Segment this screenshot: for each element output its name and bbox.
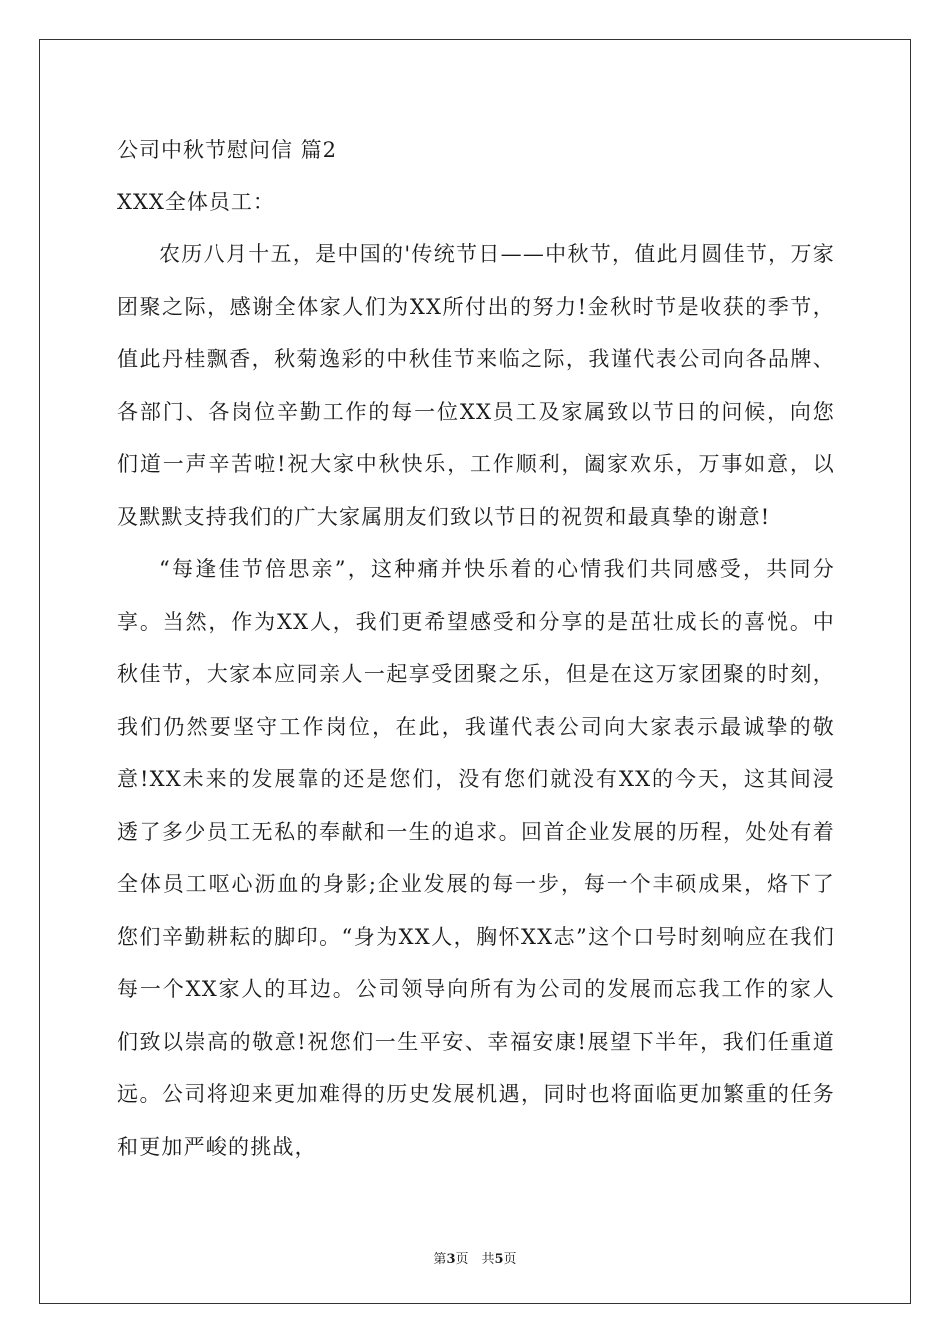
footer-mid: 页 共 xyxy=(455,1252,495,1267)
total-page-number: 5 xyxy=(494,1252,504,1267)
document-title: 公司中秋节慰问信 篇2 xyxy=(117,138,338,162)
page-footer xyxy=(0,1248,950,1267)
paragraph-1: 农历八月十五，是中国的'传统节日——中秋节，值此月圆佳节，万家团聚之际，感谢全体家人们为XX所付出的努力!金秋时节是收获的季节，值此丹桂飘香，秋菊逸彩的中秋佳节来临之际，我谨代表公司向各品牌、各部门、各岗位辛勤工作的每一位XX员工及家属致以节日的问候，向您们道一声辛苦啦!祝大家中秋快乐，工作顺利，阖家欢乐，万事如意，以及默默支持我们的广大家属朋友们致以节日的祝贺和最真挚的谢意! xyxy=(117,242,835,529)
salutation: XXX全体员工： xyxy=(117,190,275,214)
footer-prefix: 第 xyxy=(433,1252,447,1267)
paragraph-2: “每逢佳节倍思亲”，这种痛并快乐着的心情我们共同感受，共同分享。当然，作为XX人，我们更希望感受和分享的是茁壮成长的喜悦。中秋佳节，大家本应同亲人一起享受团聚之乐，但是在这万家团聚的时刻，我们仍然要坚守工作岗位，在此，我谨代表公司向大家表示最诚挚的敬意!XX未来的发展靠的还是您们，没有您们就没有XX的今天，这其间浸透了多少员工无私的奉献和一生的追求。回首企业发展的历程，处处有着全体员工呕心沥血的身影;企业发展的每一步，每一个丰硕成果，烙下了您们辛勤耕耘的脚印。“身为XX人，胸怀XX志”这个口号时刻响应在我们每一个XX家人的耳边。公司领导向所有为公司的发展而忘我工作的家人们致以崇高的敬意!祝您们一生平安、幸福安康!展望下半年，我们任重道远。公司将迎来更加难得的历史发展机遇，同时也将面临更加繁重的任务和更加严峻的挑战， xyxy=(117,557,835,1159)
current-page-number: 3 xyxy=(446,1252,456,1267)
footer-suffix: 页 xyxy=(503,1252,517,1267)
letter-body xyxy=(117,124,835,1173)
